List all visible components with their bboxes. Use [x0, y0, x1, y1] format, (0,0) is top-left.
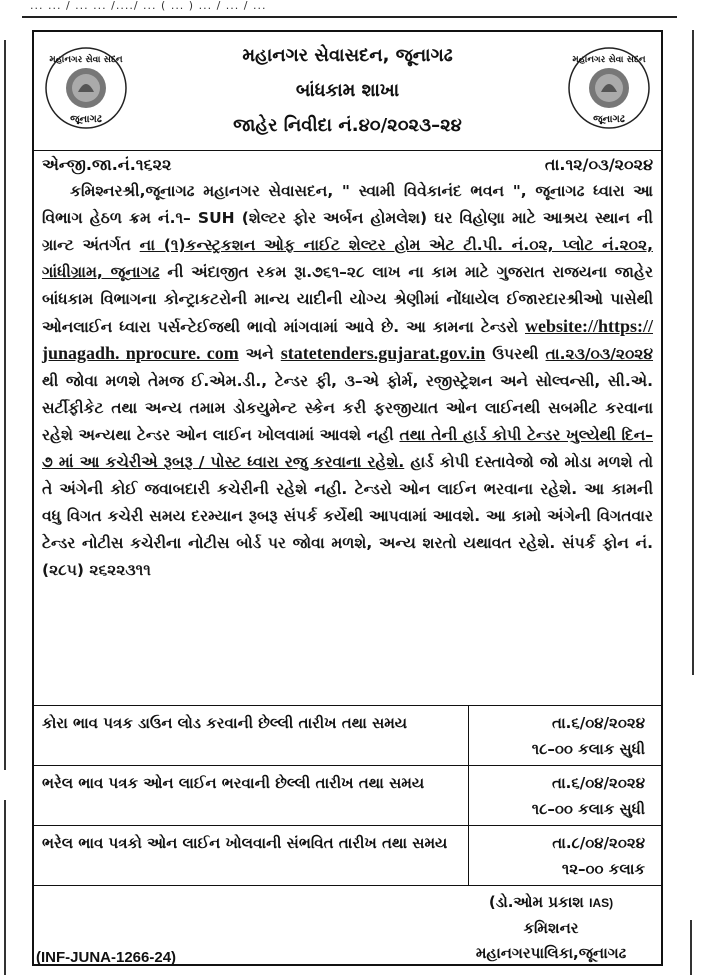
tender-number-title: જાહેર નિવીદા નં.૪૦/૨૦૨૩–૨૪ — [233, 115, 462, 136]
officer-suffix: IAS) — [589, 896, 614, 910]
schedule-label: કોરા ભાવ પત્રક ડાઉન લોડ કરવાની છેલ્લી તારીખ તથા સમય — [42, 714, 408, 732]
reference-number: એન્જી.જા.નં.૧૬૨૨ — [42, 155, 172, 174]
statetenders-website-link[interactable]: statetenders.gujarat.gov.in — [280, 343, 486, 364]
signature-block — [34, 885, 661, 968]
table-row — [34, 705, 661, 765]
schedule-time: ૧૨–૦૦ કલાક — [561, 860, 645, 878]
officer-designation: કમિશનર — [523, 919, 579, 937]
officer-name: (ડો.ઓમ પ્રકાશ — [488, 893, 584, 911]
notice-body — [42, 178, 653, 584]
municipal-seal-left-icon — [44, 46, 128, 130]
inf-code: (INF-JUNA-1266-24) — [36, 949, 177, 966]
nprocure-website-link[interactable]: website://https:// junagadh. nprocure. com — [42, 315, 653, 364]
top-cutoff-text: ... ... / ... ... /..../ ... ( ... ) ... / ... / ... — [30, 0, 267, 12]
officer-organisation: મહાનગરપાલિકા,જૂનાગઢ — [475, 944, 627, 962]
body-text-2: ની અંદાજીત રકમ રૂા.૭૬૧–૨૮ લાખ ના કામ માટે ગુજરાત રાજયના જાહેર બાંધકામ વિભાગના કોન્ટ્રાકટરોની માન્ય યાદીની યોગ્ય શ્રેણીમાં નોંધાયેલ ઈજારદારશ્રીઓ પાસેથી ઓનલાઈન ધ્વારા પર્સન્ટેઈજથી ભાવો માંગવામાં આવે છે. આ કામના ટેન્ડરો — [42, 262, 653, 336]
body-and: અને — [238, 345, 281, 364]
schedule-time: ૧૮–૦૦ કલાક સુધી — [531, 800, 645, 818]
schedule-value — [468, 766, 661, 825]
schedule-date: તા.૬/૦૪/૨૦૨૪ — [552, 714, 645, 732]
availability-date: તા.૨૩/૦૩/૨૦૨૪ — [545, 345, 654, 364]
table-row — [34, 765, 661, 825]
schedule-label: ભરેલ ભાવ પત્રક ઓન લાઈન ભરવાની છેલ્લી તારીખ તથા સમય — [42, 774, 425, 792]
hard-copy-instruction: તથા તેની હાર્ડ કોપી ટેન્ડર ખુલ્યેથી દિન–૭ માં આ કચેરીએ રૂબરૂ / પોસ્ટ ધ્વારા રજુ કરવાના રહેશે. — [42, 426, 654, 472]
seal-bottom-text: જૂનાગઢ — [70, 114, 102, 125]
municipal-seal-right-icon — [567, 46, 651, 130]
left-margin-line-lower — [4, 800, 6, 975]
left-margin-line — [4, 40, 6, 770]
top-divider — [22, 16, 677, 18]
body-text-1: કમિશ્નરશ્રી,જૂનાગઢ મહાનગર સેવાસદન, " સ્વામી વિવેકાનંદ ભવન ", જૂનાગઢ ધ્વારા આ વિભાગ હેઠળ ક્રમ નં.૧– SUH (શેલ્ટર ફોર અર્બન હોમલેશ) ઘર વિહોણા માટે આશ્રય સ્થાન ની ગ્રાન્ટ અંતર્ગત — [42, 182, 653, 254]
officer-details — [451, 890, 651, 966]
notice-header — [34, 32, 661, 151]
schedule-date: તા.૮/૦૪/૨૦૨૪ — [552, 834, 645, 852]
schedule-table — [34, 705, 661, 885]
header-titles — [144, 38, 551, 143]
schedule-value — [468, 706, 661, 765]
reference-row — [42, 153, 653, 177]
right-margin-line — [692, 30, 694, 675]
seal-top-text: મહાનગર સેવા સદન — [572, 55, 646, 65]
body-text-4: થી જોવા મળશે તેમજ ઈ.એમ.ડી., ટેન્ડર ફી, ૩–એ ફોર્મ, રજીસ્ટ્રેશન અને સોલ્વન્સી, સી.એ. સર્ટીફીકેટ તથા અન્ય તમામ ડોકયુમેન્ટ સ્કેન કરી ફરજીયાત ઓન લાઈનથી સબમીટ કરવાના રહેશે અન્યથા ટેન્ડર ઓન લાઈન ખોલવામાં આવશે નહી — [42, 372, 653, 445]
schedule-date: તા.૬/૦૪/૨૦૨૪ — [552, 774, 645, 792]
body-text-3: ઉપરથી — [485, 345, 546, 364]
schedule-value — [468, 826, 661, 885]
work-name: ના (૧)કન્સ્ટ્રકશન ઓફ નાઈટ શેલ્ટર હોમ એટ ટી.પી. નં.૦૨, પ્લોટ નં.૨૦૨, ગાંધીગ્રામ, જૂનાગઢ — [42, 235, 653, 281]
table-row — [34, 825, 661, 885]
org-title: મહાનગર સેવાસદન, જૂનાગઢ — [242, 45, 453, 66]
right-margin-line-lower — [690, 920, 692, 975]
notice-paragraph — [42, 178, 653, 584]
body-text-5: હાર્ડ કોપી દસ્તાવેજો જો મોડા મળશે તો તે અંગેની કોઈ જવાબદારી કચેરીની રહેશે નહી. ટેન્ડરો ઓન લાઈન ભરવાના રહેશે. આ કામની વધુ વિગત કચેરી સમય દરમ્યાન રૂબરૂ સંપર્ક કર્યેથી આપવામાં આવશે. આ કામો અંગેની વિગતવાર ટેન્ડર નોટીસ કચેરીના નોટીસ બોર્ડ પર જોવા મળશે, અન્ય શરતો યથાવત રહેશે. સંપર્ક ફોન નં.(૨૮૫) ૨૬૨૨૩૧૧ — [42, 453, 653, 579]
notice-date: તા.૧૨/૦૩/૨૦૨૪ — [544, 155, 653, 174]
seal-top-text: મહાનગર સેવા સદન — [49, 55, 123, 65]
schedule-time: ૧૮–૦૦ કલાક સુધી — [531, 740, 645, 758]
officer-name-line — [451, 890, 651, 916]
schedule-label: ભરેલ ભાવ પત્રકો ઓન લાઈન ખોલવાની સંભવિત તારીખ તથા સમય — [42, 834, 448, 852]
seal-bottom-text: જૂનાગઢ — [593, 114, 625, 125]
tender-notice — [32, 30, 663, 966]
department-title: બાંધકામ શાખા — [295, 80, 400, 101]
